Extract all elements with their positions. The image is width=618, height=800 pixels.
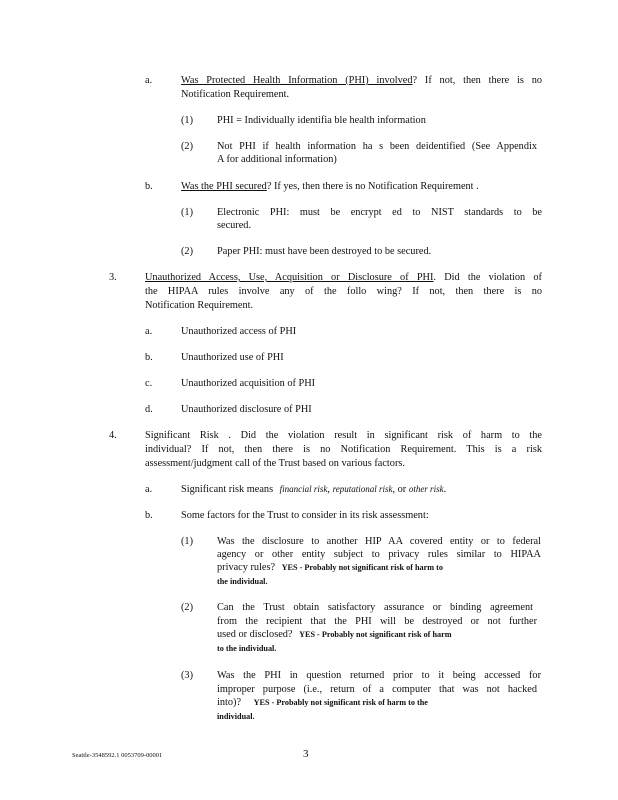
item-b1-line2: secured. [217,220,252,231]
section-3-marker: 3. [109,272,117,283]
section-4-line3: assessment/judgment call of the Trust based on various factors. [145,458,405,469]
item-a1-marker: (1) [181,115,194,126]
item-4a-text: Significant risk means [181,484,274,495]
footer-doc-id: Seattle-3548592.1 0053709-00001 [72,752,163,759]
item-4a-reputational-risk: reputational risk [332,484,393,494]
item-4b1-line2: agency or other entity subject to privacy rules similar to HIPAA [217,549,541,560]
item-4b2-line2: from the recipient that the PHI will be destroyed or not further [217,616,537,627]
section-4-marker: 4. [109,430,117,441]
item-b-heading: Was the PHI secured [181,181,267,192]
item-4b-marker: b. [145,510,153,521]
section-3-line1 [145,271,542,284]
item-4b1-answer: YES - Probably not significant risk of harm to [281,563,443,572]
item-a1-text: PHI = Individually identifia ble health information [217,115,426,126]
item-4a-other-risk: other risk [408,484,444,494]
section-4-line2: individual? If not, then there is no Notification Requirement. This is a risk [145,444,542,455]
item-b2-marker: (2) [181,246,194,257]
item-4b3-line2: improper purpose (i.e., return of a computer that was not hacked [217,684,537,695]
section-4-line1: Significant Risk . Did the violation result in significant risk of harm to the [145,430,542,441]
item-4a-end: . [443,484,447,495]
item-4b3-question: into)? [217,697,242,708]
item-4b1-line3 [217,561,443,574]
item-b-line1 [181,180,479,193]
section-3-heading: Unauthorized Access, Use, Acquisition or Disclosure of PHI [145,272,434,283]
item-a2-line1: Not PHI if health information ha s been deidentified (See Appendix [217,141,537,152]
item-4b1-line1: Was the disclosure to another HIP AA covered entity or to federal [217,536,541,547]
section-3-line3: Notification Requirement. [145,300,254,311]
item-4b3-line3 [217,696,428,709]
section-3-line2: the HIPAA rules involve any of the follo wing? If not, then there is no [145,286,542,297]
item-3c-text: Unauthorized acquisition of PHI [181,378,316,389]
item-4a-financial-risk: financial risk [279,484,328,494]
item-3d-marker: d. [145,404,153,415]
item-a-marker: a. [145,75,153,86]
item-4b2-question: used or disclosed? [217,629,293,640]
item-3c-marker: c. [145,378,153,389]
item-a-rest: ? If not, then there is no [412,75,542,86]
item-4b1-question: privacy rules? [217,562,276,573]
item-4b3-answer: YES - Probably not significant risk of harm to the [253,698,428,707]
item-a-heading: Was Protected Health Information (PHI) involved [181,75,413,86]
item-b-marker: b. [145,181,153,192]
item-b1-line1: Electronic PHI: must be encrypt ed to NIST standards to be [217,207,542,218]
item-4a-marker: a. [145,484,153,495]
item-4b1-marker: (1) [181,536,194,547]
item-4b1-line4: the individual. [217,577,268,586]
item-4b2-line1: Can the Trust obtain satisfactory assurance or binding agreement [217,602,533,613]
item-3d-text: Unauthorized disclosure of PHI [181,404,312,415]
item-4a-sep1: , [327,484,330,495]
item-b2-text: Paper PHI: must have been destroyed to be secured. [217,246,432,257]
item-4b-text: Some factors for the Trust to consider in its risk assessment: [181,510,429,521]
page-number: 3 [303,748,309,760]
item-a-line2: Notification Requirement. [181,89,290,100]
item-a2-line2: A for additional information) [217,154,337,165]
item-b1-marker: (1) [181,207,194,218]
section-3-rest: . Did the violation of [433,272,542,283]
item-a-line1 [181,74,542,87]
item-3a-text: Unauthorized access of PHI [181,326,297,337]
item-4a-line [181,483,446,496]
item-4b3-marker: (3) [181,670,194,681]
item-4b2-answer: YES - Probably not significant risk of harm [299,630,452,639]
item-4b2-line3 [217,628,452,641]
item-b-rest: ? If yes, then there is no Notification Requirement . [266,181,479,192]
item-4a-sep2: , or [392,484,407,495]
item-3b-text: Unauthorized use of PHI [181,352,284,363]
item-4b3-line4: individual. [217,712,255,721]
item-4b2-line4: to the individual. [217,644,277,653]
item-4b3-line1: Was the PHI in question returned prior to it being accessed for [217,670,541,681]
item-4b2-marker: (2) [181,602,194,613]
item-3b-marker: b. [145,352,153,363]
item-a2-marker: (2) [181,141,194,152]
item-3a-marker: a. [145,326,153,337]
